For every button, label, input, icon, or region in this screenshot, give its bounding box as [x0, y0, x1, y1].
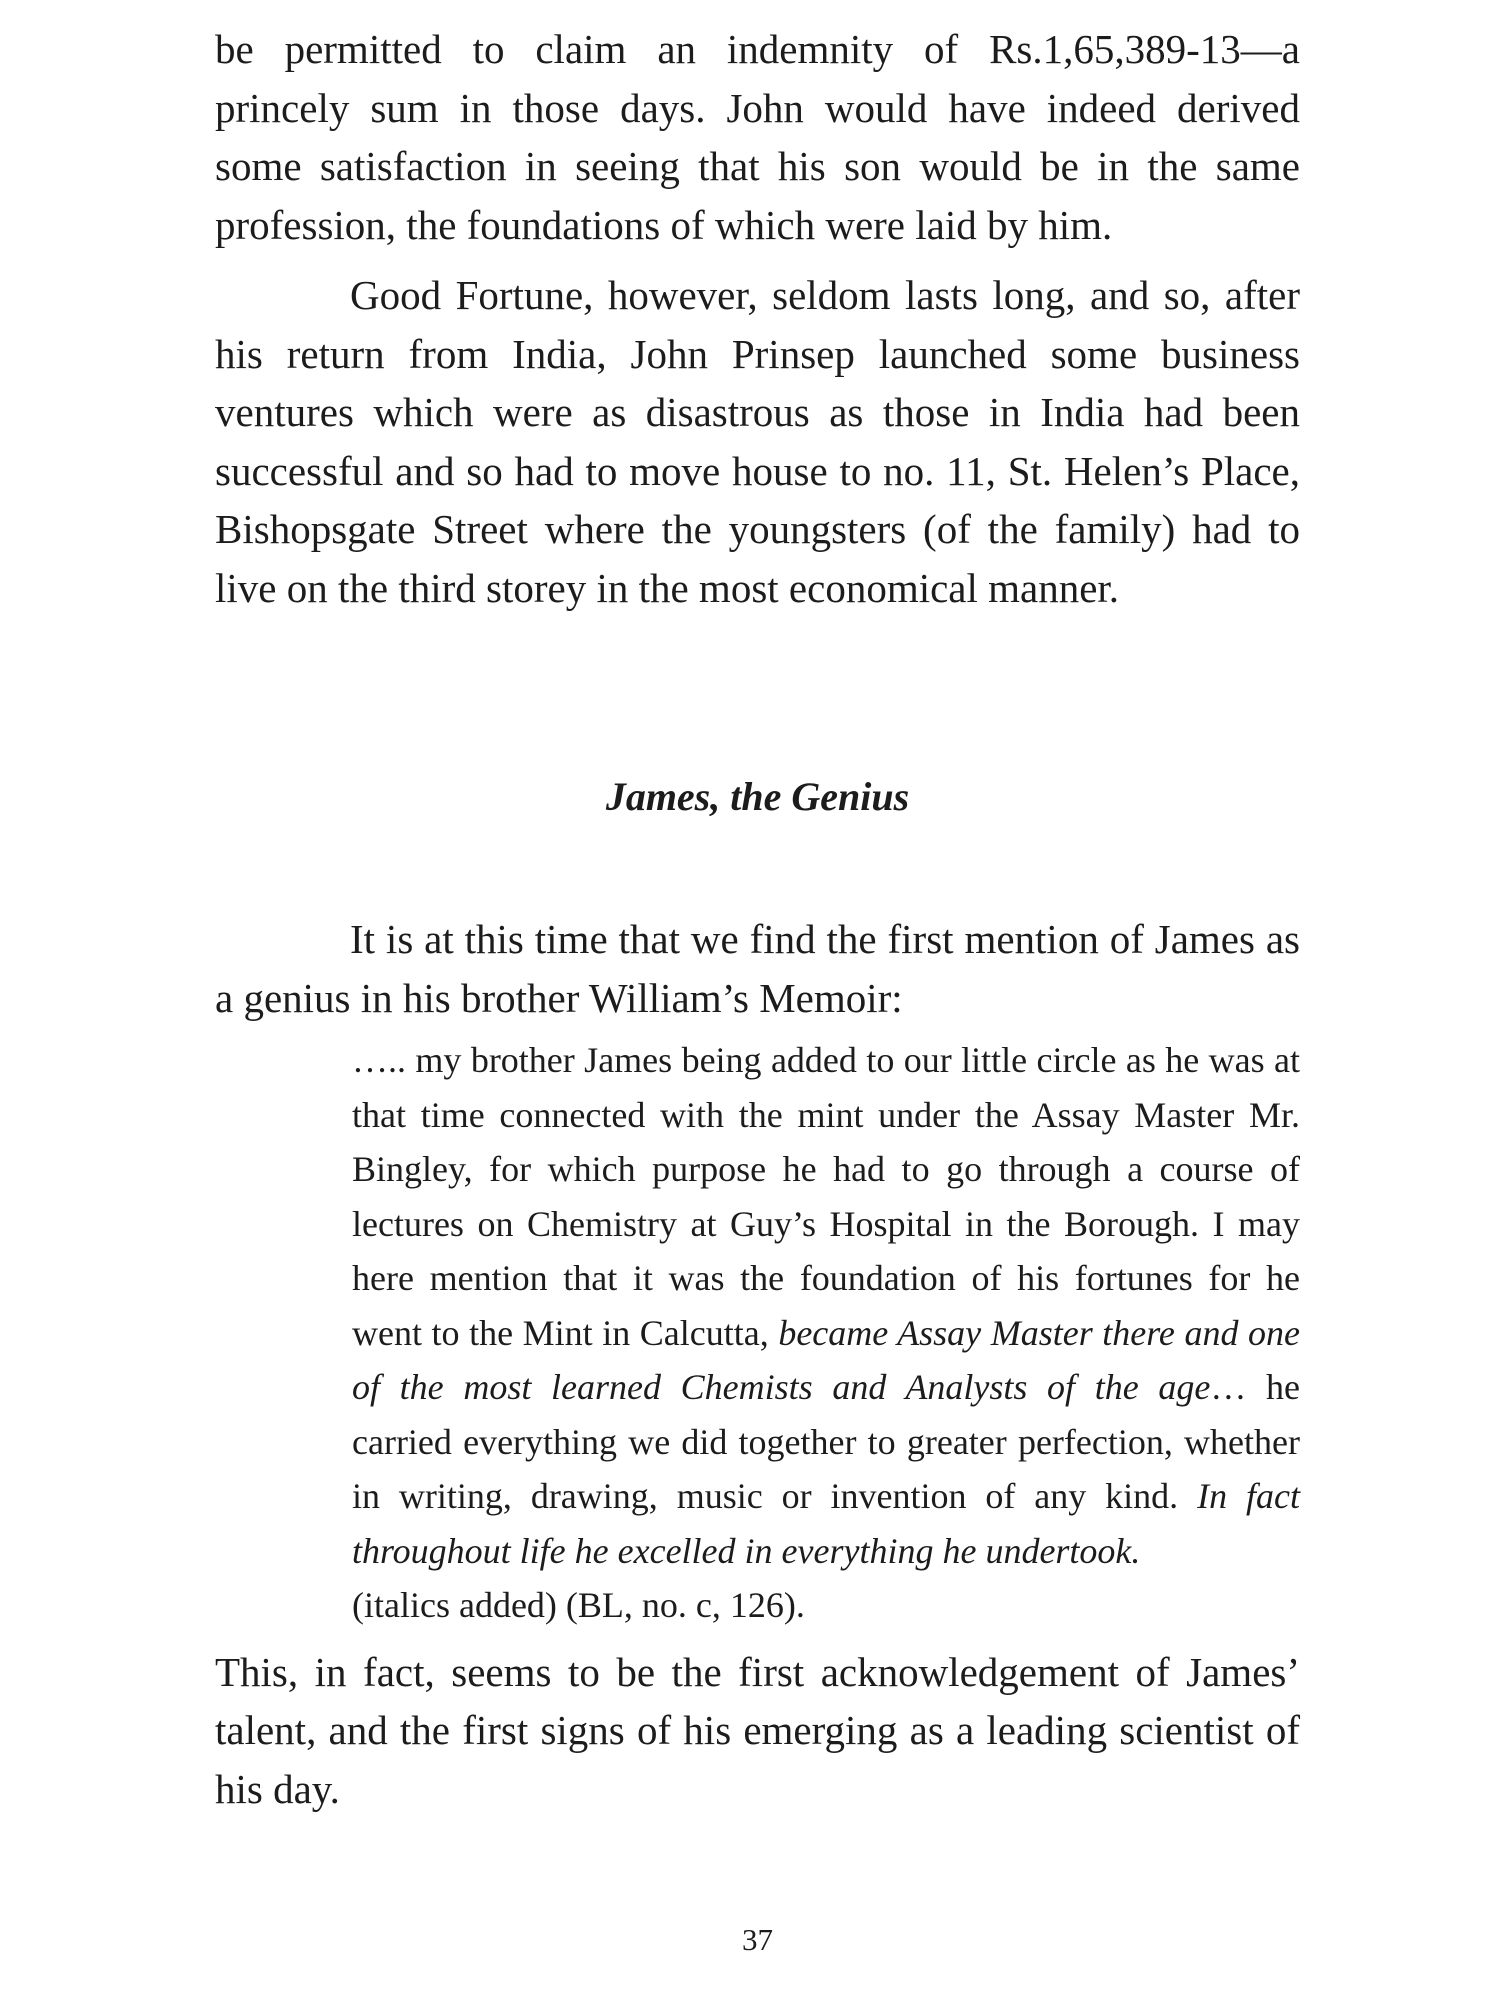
quote-text-2: … he carried everything we did together to greater perfection, whether in writing, drawing, music or invention of any kind.: [352, 1367, 1300, 1516]
paragraph-acknowledgement: This, in fact, seems to be the first acknowledgement of James’ talent, and the first signs of his emerging as a leading scientist of his day.: [215, 1648, 1300, 1812]
paragraph-first-mention: It is at this time that we find the first mention of James as a genius in his brother William’s Memoir:: [215, 916, 1300, 1021]
block-quote: [352, 1033, 1300, 1633]
page-number: 37: [742, 1922, 773, 1957]
book-page: [215, 20, 1300, 1957]
paragraph-good-fortune: Good Fortune, however, seldom lasts long, and so, after his return from India, John Prinsep launched some business ventures which were as disastrous as those in India had been successful and so had to move house to no. 11, St. Helen’s Place, Bishopsgate Street where the youngsters (of the family) had to live on the third storey in the most economical manner.: [215, 272, 1300, 611]
quote-italic-1: became Assay Master there and one of the most learned Chemists and Analysts of the age: [352, 1312, 1300, 1407]
section-heading: James, the Genius: [605, 774, 910, 819]
quote-text-1: ….. my brother James being added to our little circle as he was at that time connected with the mint under the Assay Master Mr. Bingley, for which purpose he had to go through a course of lectures on Chemistry at Guy’s Hospital in the Borough. I may here mention that it was the foundation of his fortunes for he went to the Mint in Calcutta,: [352, 1040, 1300, 1353]
quote-italic-2: In fact throughout life he excelled in everything he undertook.: [352, 1476, 1300, 1571]
quote-citation: (italics added) (BL, no. c, 126).: [352, 1585, 805, 1625]
section-body: [215, 910, 1300, 1818]
paragraph-indemnity: be permitted to claim an indemnity of Rs.1,65,389-13—a princely sum in those days. John would have indeed derived some satisfaction in seeing that his son would be in the same profession, the foundations of which were laid by him.: [215, 26, 1300, 248]
